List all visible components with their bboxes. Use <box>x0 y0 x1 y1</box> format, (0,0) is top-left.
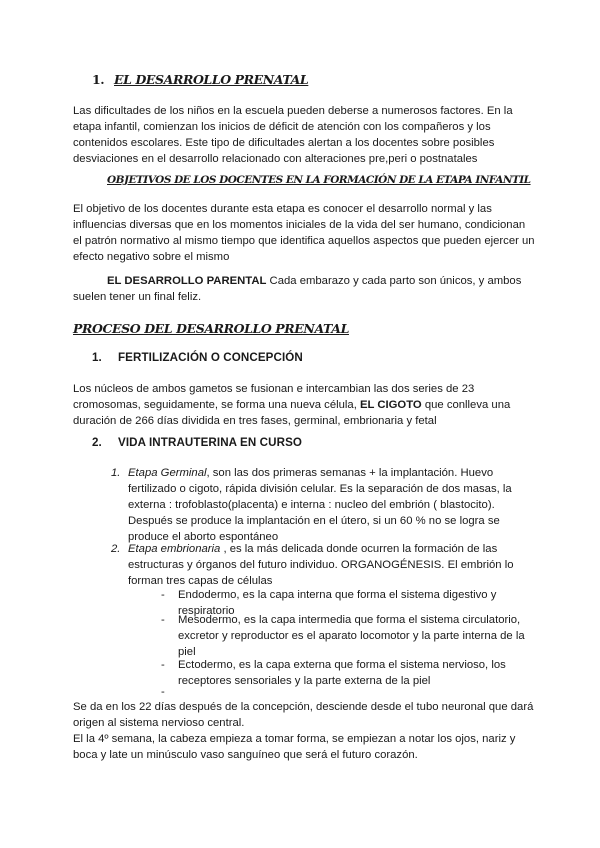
layer-line: Ectodermo, es la capa externa que forma el sistema nervioso, los <box>178 659 506 671</box>
layer-line: Endodermo, es la capa interna que forma el sistema digestivo y <box>178 589 497 601</box>
phase2-line: forman tres capas de células <box>128 575 273 587</box>
layer-line <box>178 684 526 700</box>
phase1-line: externa : trofoblasto(placenta) e interna : nucleo del embrión ( blastocito). <box>128 499 495 511</box>
section1-line: Los núcleos de ambos gametos se fusionan e intercambian las dos series de 23 <box>73 383 475 395</box>
section2-heading <box>92 436 302 449</box>
intro-line: Las dificultades de los niños en la escuela pueden deberse a numerosos factores. En la <box>73 105 513 117</box>
parental-bold: EL DESARROLLO PARENTAL <box>107 275 267 287</box>
closing-line: Se da en los 22 días después de la concepción, desciende desde el tubo neuronal que dará <box>73 701 534 713</box>
section1-heading <box>92 351 303 364</box>
cigoto-term: EL CIGOTO <box>359 399 422 411</box>
closing-line: boca y late un minúsculo vaso sanguíneo que será el futuro corazón. <box>73 749 418 761</box>
phase-embrionaria <box>111 541 528 589</box>
title-number: 1. <box>92 72 105 87</box>
objectives-line: el patrón normativo al mismo tiempo que identifica aquellos aspectos que pueden ejercer un <box>73 235 535 247</box>
section1-paragraph <box>73 381 543 429</box>
intro-line: contenidos escolares. Este tipo de dificultades alertan a los docentes sobre posibles <box>73 137 495 149</box>
document-title <box>92 72 308 87</box>
dash-bullet: - <box>161 659 165 671</box>
objectives-paragraph <box>73 201 543 265</box>
objectives-line: efecto negativo sobre el mismo <box>73 251 230 263</box>
layer-mesodermo <box>161 612 526 660</box>
title-text: EL DESARROLLO PRENATAL <box>114 72 309 87</box>
intro-line: etapa infantil, comienzan los inicios de déficit de atención con los compañeros y los <box>73 121 491 133</box>
parental-text-2: suelen tener un final feliz. <box>73 291 202 303</box>
section2-title: VIDA INTRAUTERINA EN CURSO <box>118 436 303 449</box>
layer-line: excretor y reproductor es el aparato locomotor y la parte interna de la <box>178 630 525 642</box>
phase1-line: Después se produce la implantación en el útero, si un 60 % no se logra se <box>128 515 500 527</box>
section2-number: 2. <box>92 436 102 449</box>
section1-line2-end: que conlleva una <box>421 399 511 411</box>
process-heading: PROCESO DEL DESARROLLO PRENATAL <box>73 321 349 336</box>
section1-number: 1. <box>92 351 102 364</box>
layer-empty <box>161 684 526 700</box>
phase-germinal <box>111 465 528 545</box>
closing-paragraph <box>73 699 543 763</box>
phase2-name: Etapa embrionaria <box>128 543 221 555</box>
parental-text: Cada embarazo y cada parto son únicos, y ambos <box>266 275 522 287</box>
dash-bullet: - <box>161 589 165 601</box>
layer-line: receptores sensoriales y la parte externa de la piel <box>178 675 431 687</box>
layer-line: piel <box>178 646 196 658</box>
phase2-line1: , es la más delicada donde ocurren la formación de las <box>220 543 498 555</box>
intro-paragraph <box>73 103 543 167</box>
phase2-line: estructuras y órganos del futuro individuo. ORGANOGÉNESIS. El embrión lo <box>128 559 514 571</box>
phase2-number: 2. <box>111 543 121 555</box>
section1-line2-start: cromosomas, seguidamente, se forma una nueva célula, <box>73 399 360 411</box>
objectives-line: El objetivo de los docentes durante esta etapa es conocer el desarrollo normal y las <box>73 203 492 215</box>
closing-line: El la 4º semana, la cabeza empieza a tomar forma, se empiezan a notar los ojos, nariz y <box>73 733 516 745</box>
layer-line: Mesodermo, es la capa intermedia que forma el sistema circulatorio, <box>178 614 521 626</box>
dash-bullet: - <box>161 614 165 626</box>
phase1-line: fertilizado o cigoto, rápida división celular. Es la separación de dos masas, la <box>128 483 512 495</box>
phase1-line1: , son las dos primeras semanas + la implantación. Huevo <box>206 467 494 479</box>
phase1-name: Etapa Germinal <box>128 467 207 479</box>
phase1-number: 1. <box>111 467 121 479</box>
objectives-line: influencias diversas que en los momentos iniciales de la vida del ser humano, condicionan <box>73 219 526 231</box>
intro-line: desviaciones en el desarrollo relacionado con alteraciones pre,peri o postnatales <box>73 153 478 165</box>
objectives-heading: OBJETIVOS DE LOS DOCENTES EN LA FORMACIÓN DE LA ETAPA INFANTIL <box>107 174 531 186</box>
closing-line: origen al sistema nervioso central. <box>73 717 245 729</box>
section1-line: duración de 266 días dividida en tres fases, germinal, embrionaria y fetal <box>73 415 437 427</box>
parental-paragraph <box>73 273 543 305</box>
phase1-line: produce el aborto espontáneo <box>128 531 279 543</box>
layer-line: respiratorio <box>178 605 235 617</box>
dash-bullet: - <box>161 686 165 698</box>
section1-title: FERTILIZACIÓN O CONCEPCIÓN <box>118 351 303 364</box>
